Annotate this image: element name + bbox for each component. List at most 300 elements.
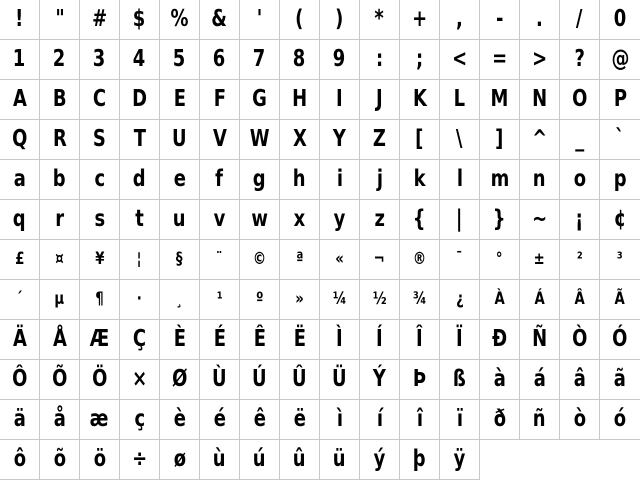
glyph-character: Ä [12,326,27,352]
glyph-cell [120,40,160,80]
glyph-character: À [494,289,505,309]
glyph-cell [200,200,240,240]
glyph-cell [40,160,80,200]
glyph-character: [ [415,126,424,152]
glyph-character: V [212,126,227,152]
glyph-character: õ [53,446,66,472]
glyph-cell [80,0,120,40]
glyph-character: b [53,166,66,192]
glyph-cell [440,120,480,160]
glyph-cell [160,80,200,120]
glyph-cell [400,440,440,480]
glyph-character: ß [453,366,466,392]
glyph-cell [280,0,320,40]
glyph-cell-empty [480,440,520,480]
glyph-cell [120,280,160,320]
glyph-character: : [375,46,384,72]
glyph-cell [560,360,600,400]
glyph-cell [360,240,400,280]
glyph-character: m [490,166,509,192]
glyph-cell [120,0,160,40]
glyph-cell [120,120,160,160]
glyph-character: Ø [171,366,188,392]
glyph-character: ¬ [373,249,386,269]
glyph-character: Ý [373,366,386,392]
glyph-cell [400,0,440,40]
glyph-character: å [53,406,66,432]
glyph-cell [80,40,120,80]
glyph-character: ¸ [176,289,183,309]
glyph-character: J [376,86,383,112]
glyph-cell [0,360,40,400]
glyph-character: ã [613,366,627,392]
glyph-cell [240,440,280,480]
glyph-cell [440,160,480,200]
glyph-cell [120,200,160,240]
glyph-character: I [336,86,343,112]
glyph-character: ù [213,446,226,472]
glyph-cell [80,120,120,160]
glyph-cell [320,400,360,440]
glyph-character: v [213,206,226,232]
glyph-cell [520,360,560,400]
glyph-cell [240,400,280,440]
glyph-cell [560,120,600,160]
glyph-character: z [374,206,385,232]
glyph-cell [400,40,440,80]
glyph-cell [320,240,360,280]
glyph-character: î [416,406,423,432]
glyph-cell [360,280,400,320]
glyph-character: ; [415,46,424,72]
glyph-cell [560,80,600,120]
glyph-cell [360,400,400,440]
glyph-character: ¤ [55,249,64,269]
glyph-character: ~ [531,206,548,232]
glyph-character: n [533,166,546,192]
glyph-cell [40,40,80,80]
glyph-cell [160,360,200,400]
glyph-cell [0,400,40,440]
glyph-character: ê [253,406,266,432]
glyph-cell [560,280,600,320]
glyph-character: ó [613,406,627,432]
glyph-cell [480,240,520,280]
glyph-character: Ù [212,366,227,392]
glyph-character: . [536,6,543,32]
glyph-character: Ï [456,326,463,352]
glyph-character: L [453,86,466,112]
glyph-character: 9 [333,46,346,72]
glyph-cell [400,240,440,280]
glyph-character: / [576,6,583,32]
glyph-character: ´ [16,289,23,309]
glyph-character: à [493,366,506,392]
glyph-cell [0,440,40,480]
glyph-character: u [173,206,186,232]
glyph-character: 4 [133,46,146,72]
glyph-character: « [335,249,344,269]
glyph-character: ¶ [95,289,104,309]
glyph-cell [600,200,640,240]
glyph-cell [160,320,200,360]
glyph-character: l [456,166,463,192]
glyph-cell [280,40,320,80]
glyph-cell [40,440,80,480]
glyph-character: Z [372,126,387,152]
glyph-cell [440,400,480,440]
glyph-character: 2 [53,46,66,72]
glyph-cell [400,400,440,440]
glyph-character: ª [295,249,304,269]
glyph-cell [600,0,640,40]
glyph-cell [600,160,640,200]
glyph-cell [400,200,440,240]
glyph-cell [440,0,480,40]
glyph-cell [400,280,440,320]
glyph-cell [200,80,240,120]
glyph-character: H [291,86,308,112]
glyph-cell [400,80,440,120]
glyph-character: p [613,166,627,192]
glyph-character: g [253,166,266,192]
glyph-character: ¿ [455,289,464,309]
glyph-cell [440,440,480,480]
glyph-cell [80,240,120,280]
glyph-character: o [573,166,586,192]
glyph-character: ñ [533,406,546,432]
glyph-cell [200,400,240,440]
glyph-character: , [456,6,463,32]
glyph-cell [200,160,240,200]
glyph-cell [600,400,640,440]
glyph-cell [440,200,480,240]
glyph-character: » [295,289,304,309]
glyph-cell [360,360,400,400]
glyph-character: i [336,166,343,192]
glyph-cell [200,280,240,320]
glyph-character: ^ [531,126,548,152]
glyph-cell-empty [560,440,600,480]
glyph-character: ) [335,6,344,32]
glyph-cell [80,440,120,480]
glyph-cell [240,160,280,200]
glyph-cell [360,160,400,200]
glyph-character: 7 [253,46,266,72]
glyph-cell [320,80,360,120]
glyph-cell [520,40,560,80]
glyph-character: w [251,206,268,232]
glyph-cell [600,240,640,280]
glyph-character: ä [13,406,26,432]
glyph-character: ³ [617,249,623,269]
glyph-character: ½ [372,289,387,309]
glyph-cell [480,280,520,320]
glyph-character: \ [456,126,463,152]
glyph-character: q [13,206,26,232]
glyph-character: $ [133,6,146,32]
glyph-character: ç [134,406,145,432]
glyph-character: ¢ [613,206,627,232]
glyph-cell [360,40,400,80]
glyph-cell [160,40,200,80]
glyph-character: C [92,86,107,112]
glyph-character: _ [575,126,584,152]
glyph-cell [600,280,640,320]
glyph-character: º [255,289,264,309]
glyph-cell [480,120,520,160]
glyph-cell [200,120,240,160]
glyph-cell [40,80,80,120]
glyph-cell [400,160,440,200]
glyph-cell [200,320,240,360]
glyph-character: Ì [336,326,343,352]
glyph-cell [0,280,40,320]
glyph-cell [160,120,200,160]
glyph-character: Q [11,126,28,152]
glyph-character: · [136,289,143,309]
glyph-cell [120,320,160,360]
glyph-character: ! [15,6,24,32]
glyph-cell-empty [520,440,560,480]
glyph-cell [600,80,640,120]
glyph-character: k [413,166,426,192]
glyph-character: s [94,206,105,232]
glyph-character: Þ [412,366,427,392]
glyph-cell [400,120,440,160]
glyph-character: N [531,86,548,112]
glyph-character: A [12,86,27,112]
glyph-cell [560,320,600,360]
glyph-character: Í [376,326,383,352]
glyph-character: 6 [213,46,226,72]
glyph-cell [240,360,280,400]
glyph-cell [0,160,40,200]
glyph-character: 8 [293,46,306,72]
glyph-cell [320,40,360,80]
glyph-character: ¨ [216,249,223,269]
glyph-cell [280,120,320,160]
glyph-cell [480,160,520,200]
glyph-cell [160,400,200,440]
glyph-cell [480,40,520,80]
glyph-character: Ê [253,326,266,352]
glyph-cell [240,0,280,40]
glyph-cell [440,240,480,280]
glyph-character: a [13,166,26,192]
glyph-cell [0,0,40,40]
glyph-cell [280,200,320,240]
glyph-character: j [376,166,383,192]
glyph-cell [280,400,320,440]
glyph-cell [320,120,360,160]
glyph-character: ¯ [456,249,463,269]
glyph-cell [160,200,200,240]
glyph-cell [240,40,280,80]
glyph-character: ¼ [332,289,347,309]
glyph-character: - [495,6,504,32]
glyph-cell [80,400,120,440]
glyph-cell [240,320,280,360]
glyph-cell [600,120,640,160]
glyph-cell [320,0,360,40]
glyph-cell [120,400,160,440]
glyph-character: § [176,249,183,269]
glyph-character: c [94,166,105,192]
glyph-cell [480,200,520,240]
glyph-cell [560,160,600,200]
glyph-character: S [93,126,106,152]
glyph-character: | [456,206,463,232]
glyph-character: x [293,206,306,232]
glyph-character: û [293,446,306,472]
glyph-cell [280,280,320,320]
glyph-character: e [173,166,186,192]
glyph-cell [360,320,400,360]
glyph-cell [80,320,120,360]
glyph-cell [480,360,520,400]
glyph-character: O [571,86,588,112]
glyph-character: ± [533,249,546,269]
glyph-character: W [249,126,270,152]
glyph-cell [360,0,400,40]
glyph-character: ý [373,446,386,472]
glyph-character: Ó [612,326,628,352]
glyph-character: ÷ [131,446,148,472]
glyph-character: í [376,406,383,432]
glyph-cell [0,200,40,240]
glyph-character: è [173,406,186,432]
glyph-cell [560,400,600,440]
glyph-character: þ [413,446,426,472]
glyph-character: h [293,166,306,192]
glyph-cell [520,200,560,240]
glyph-cell [600,360,640,400]
glyph-character: ® [412,249,427,269]
glyph-cell [40,320,80,360]
glyph-cell [560,240,600,280]
glyph-character: 3 [93,46,106,72]
glyph-character: æ [90,406,109,432]
glyph-character: Y [333,126,346,152]
glyph-cell [320,360,360,400]
glyph-character: ² [576,249,583,269]
glyph-character: Â [574,289,585,309]
glyph-cell [0,320,40,360]
glyph-character: P [613,86,627,112]
glyph-character: ¦ [137,249,142,269]
glyph-character: D [132,86,147,112]
glyph-cell [560,200,600,240]
glyph-cell [120,240,160,280]
glyph-character: ] [495,126,504,152]
glyph-cell [200,360,240,400]
glyph-cell [120,360,160,400]
glyph-cell [80,80,120,120]
glyph-cell [40,280,80,320]
glyph-cell [360,120,400,160]
glyph-cell [320,320,360,360]
glyph-character: ö [93,446,106,472]
glyph-cell [80,280,120,320]
glyph-character: = [491,46,508,72]
glyph-cell [440,80,480,120]
glyph-cell [40,120,80,160]
glyph-character: ` [615,126,625,152]
glyph-character: ú [253,446,266,472]
glyph-character: Ñ [531,326,548,352]
glyph-character: } [493,206,506,232]
glyph-character: Ü [332,366,347,392]
glyph-cell [520,120,560,160]
glyph-character: ï [456,406,463,432]
glyph-cell [480,80,520,120]
glyph-character: t [135,206,144,232]
glyph-cell [40,200,80,240]
glyph-cell [440,280,480,320]
glyph-character: # [91,6,108,32]
glyph-character: Ô [11,366,28,392]
glyph-cell [40,240,80,280]
glyph-character: & [211,6,228,32]
glyph-character: + [411,6,428,32]
glyph-cell [520,0,560,40]
glyph-cell-empty [600,440,640,480]
glyph-cell [320,440,360,480]
glyph-character: > [531,46,548,72]
glyph-character: × [131,366,148,392]
glyph-cell [0,40,40,80]
glyph-character: ð [493,406,506,432]
glyph-cell [240,80,280,120]
glyph-cell [160,160,200,200]
glyph-cell [160,240,200,280]
glyph-character: ( [295,6,304,32]
glyph-cell [120,440,160,480]
glyph-character: U [172,126,187,152]
glyph-cell [240,120,280,160]
glyph-cell [280,440,320,480]
glyph-cell [80,160,120,200]
glyph-cell [440,320,480,360]
glyph-cell [320,280,360,320]
glyph-character: " [54,6,65,32]
glyph-cell [520,280,560,320]
glyph-cell [200,0,240,40]
glyph-cell [520,80,560,120]
glyph-character: R [52,126,67,152]
glyph-character: 1 [13,46,26,72]
glyph-character: ¡ [575,206,584,232]
glyph-character: á [533,366,546,392]
glyph-character: @ [611,46,629,72]
glyph-cell [240,200,280,240]
glyph-character: Ö [91,366,108,392]
glyph-character: { [413,206,426,232]
glyph-character: ¥ [94,249,105,269]
glyph-cell [0,240,40,280]
glyph-character: ÿ [453,446,466,472]
glyph-cell [120,160,160,200]
glyph-character: Î [416,326,423,352]
glyph-cell [80,200,120,240]
glyph-character: K [412,86,427,112]
glyph-cell [600,40,640,80]
glyph-cell [80,360,120,400]
glyph-character: ë [293,406,306,432]
glyph-character: < [451,46,468,72]
glyph-cell [400,360,440,400]
